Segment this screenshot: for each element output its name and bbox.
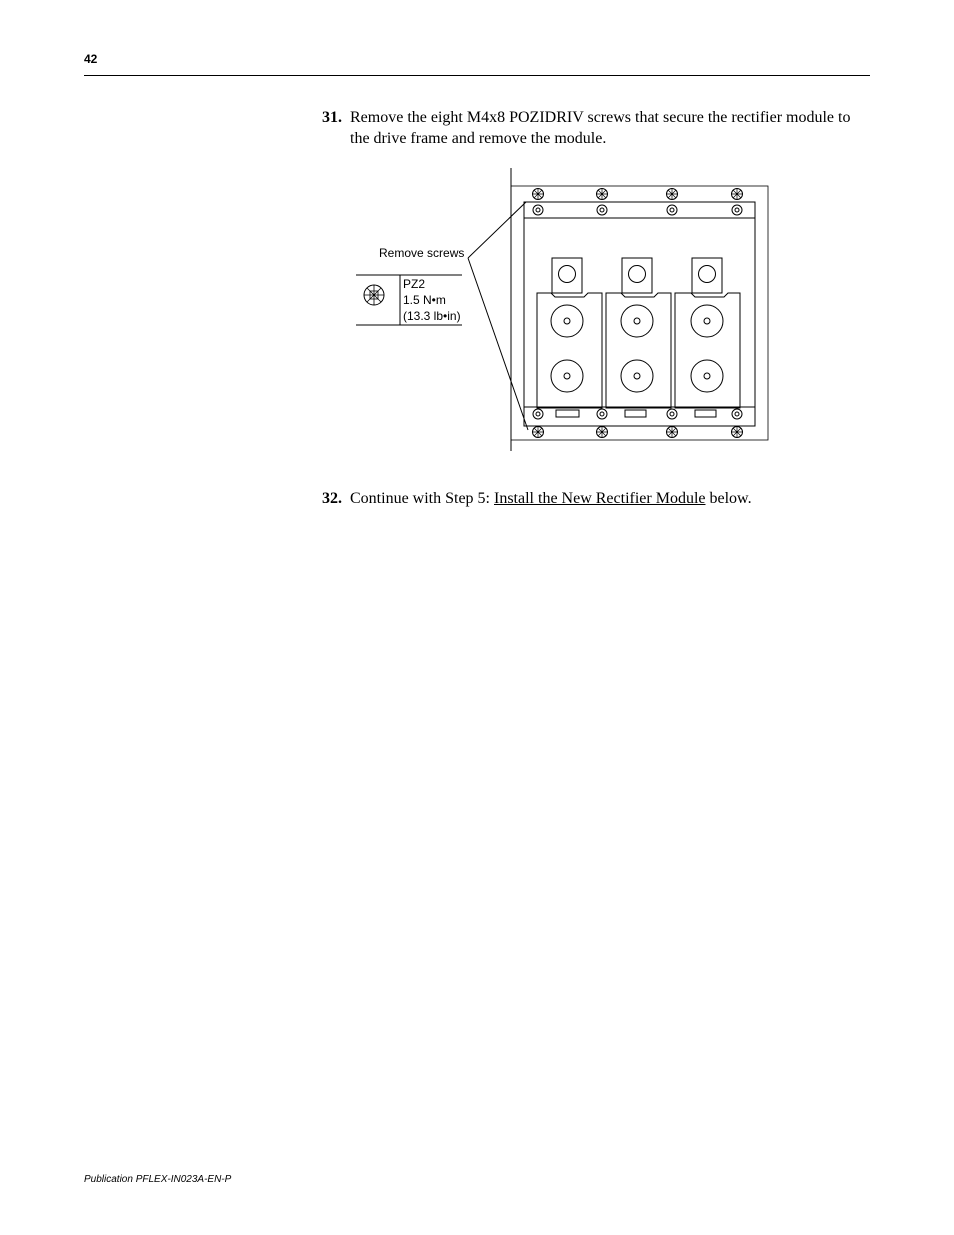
step-32 [322,488,872,509]
step-31 [322,107,872,149]
step-text [350,488,872,509]
page-number: 42 [84,52,98,66]
drive-frame [511,186,768,440]
install-new-rectifier-link[interactable]: Install the New Rectifier Module [494,490,706,507]
callout-leader-bottom [468,258,528,430]
callout-leader-top [468,202,526,258]
step-text-tail: below. [705,490,752,507]
publication-footer: Publication PFLEX-IN023A-EN-P [84,1174,232,1185]
header-rule [84,75,870,76]
torque-bit: PZ2 [403,277,426,291]
rectifier-cell [537,258,602,417]
torque-imperial: (13.3 lb•in) [403,309,461,323]
plain-screw-icon [533,205,742,419]
step-text: Remove the eight M4x8 POZIDRIV screws that secure the rectifier module to the drive frame and remove the module. [350,109,851,147]
step-number: 31. [322,109,342,126]
step-text-lead: Continue with Step 5: [350,490,494,507]
pozidriv-screw-icon [533,189,743,438]
rectifier-cell [606,258,671,417]
step-number: 32. [322,490,342,507]
rectifier-module-figure [340,166,780,456]
torque-metric: 1.5 N•m [403,293,446,307]
rectifier-cell [675,258,740,417]
rectifier-module [524,202,755,426]
pozidriv-bit-icon [364,285,384,305]
callout-label: Remove screws [379,246,465,260]
